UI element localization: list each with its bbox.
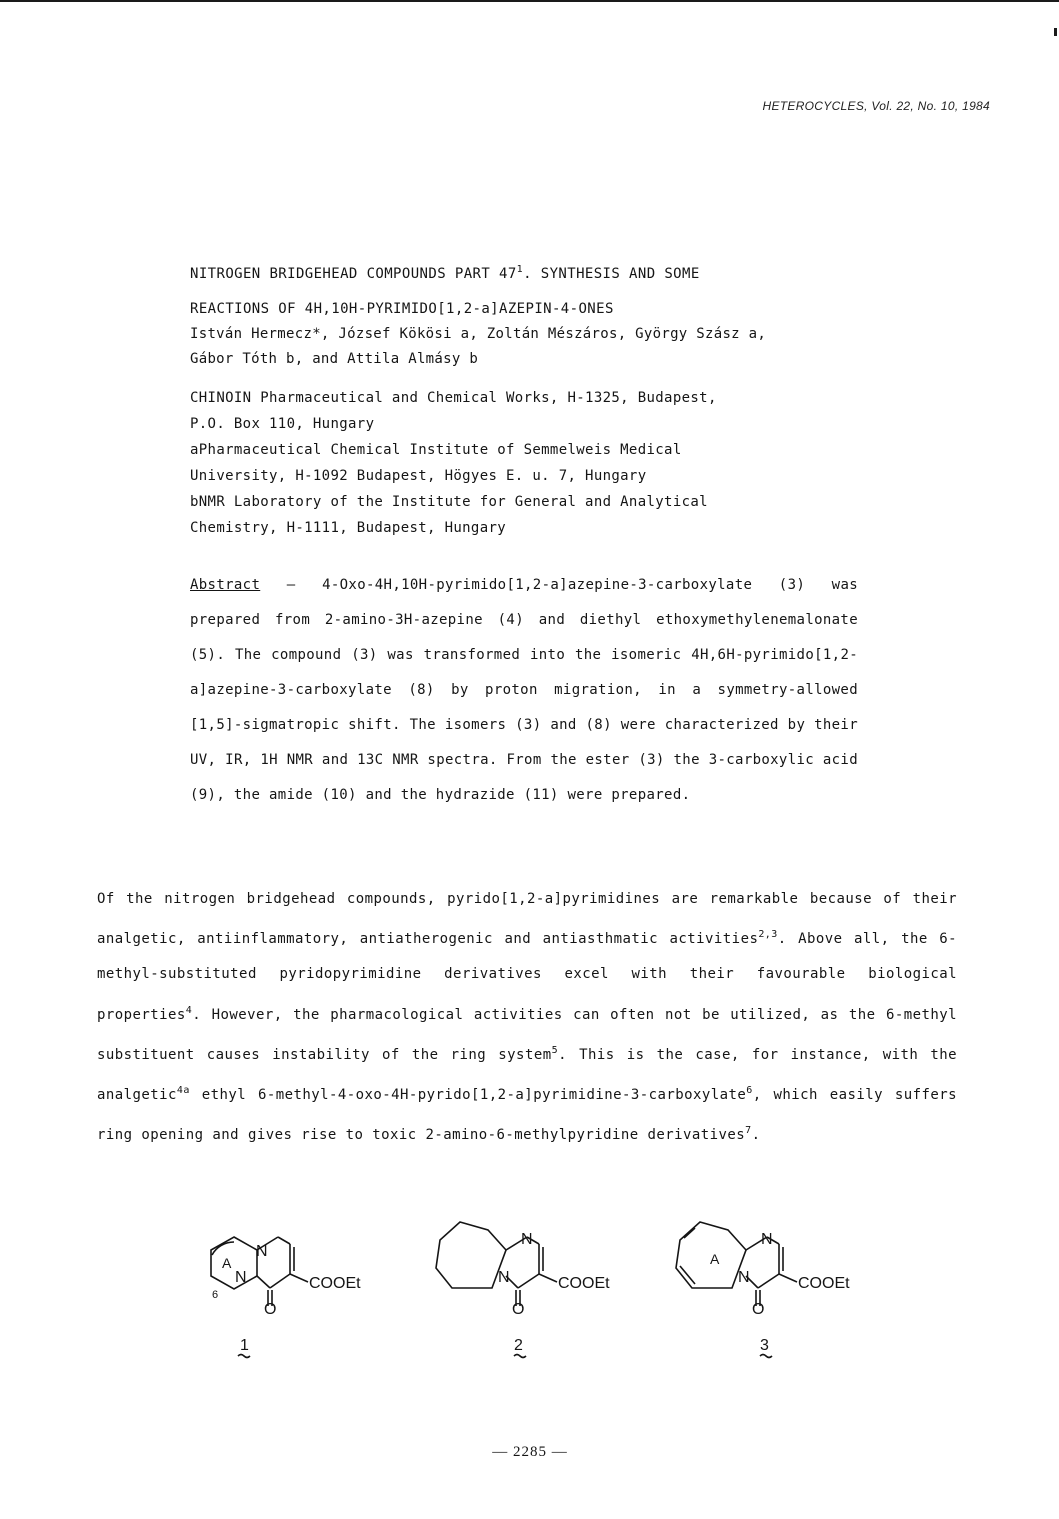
body-text: , which easily suffers ring opening and gives rise to toxic 2-amino-6-methylpyridine derivatives (97, 1087, 957, 1144)
title-line-2: REACTIONS OF 4H,10H-PYRIMIDO[1,2-a]AZEPIN-4-ONES (190, 301, 614, 317)
tilde-mark (760, 1355, 772, 1358)
affiliation-line: University, H-1092 Budapest, Högyes E. u. 7, Hungary (190, 468, 647, 484)
ring-label: A (710, 1251, 720, 1267)
affiliation-line: P.O. Box 110, Hungary (190, 416, 375, 432)
article-title (190, 252, 910, 327)
ring-label: A (222, 1255, 232, 1271)
chemical-structures-figure (150, 1200, 910, 1390)
title-text-end: . SYNTHESIS AND SOME (523, 266, 700, 282)
body-text: . However, the pharmacological activities can often not be utilized, as the 6-methyl substituent causes instability of the ring system (97, 1006, 957, 1063)
compound-number: 1 (240, 1337, 249, 1354)
page-number: — 2285 — (492, 1444, 568, 1460)
top-rule (0, 0, 1059, 2)
ester-label: COOEt (309, 1275, 361, 1292)
position-label: 6 (212, 1289, 219, 1301)
author-list (190, 322, 910, 372)
authors-line-1: István Hermecz*, József Kökösi a, Zoltán Mészáros, György Szász a, (190, 326, 767, 342)
citation-superscript: 4a (176, 1085, 190, 1097)
ester-label: COOEt (798, 1275, 850, 1292)
citation-superscript: 7 (745, 1125, 752, 1137)
atom-n1: N (256, 1243, 268, 1260)
atom-n2: N (738, 1269, 750, 1286)
ester-label: COOEt (558, 1275, 610, 1292)
authors-line-2: Gábor Tóth b, and Attila Almásy b (190, 351, 479, 367)
citation-superscript: 4 (185, 1004, 193, 1016)
body-text: ethyl 6-methyl-4-oxo-4H-pyrido[1,2-a]pyrimidine-3-carboxylate (189, 1087, 747, 1104)
compound-number: 2 (514, 1337, 523, 1354)
structure-2 (436, 1222, 557, 1306)
abstract-text: — 4-Oxo-4H,10H-pyrimido[1,2-a]azepine-3-carboxylate (3) was prepared from 2-amino-3H-azepine (4) and diethyl ethoxymethylenemalonate (5). The compound (3) was transformed into the isomeric 4H,6H-pyrimido[1,2-a]azepine-3-carboxylate (8) by proton migration, in a symmetry-allowed [1,5]-sigmatropic shift. The isomers (3) and (8) were characterized by their UV, IR, 1H NMR and 13C NMR spectra. From the ester (3) the 3-carboxylic acid (9), the amide (10) and the hydrazide (11) were prepared. (190, 577, 858, 803)
journal-citation: HETEROCYCLES, Vol. 22, No. 10, 1984 (762, 99, 990, 113)
body-text: . This is the case, for instance, with the analgetic (97, 1046, 957, 1104)
title-text: NITROGEN BRIDGEHEAD COMPOUNDS PART 47 (190, 266, 517, 282)
compound-number: 3 (760, 1337, 769, 1354)
structure-3 (676, 1222, 797, 1306)
pyridine-ring (211, 1237, 257, 1289)
affiliation-line: Chemistry, H-1111, Budapest, Hungary (190, 520, 507, 536)
azepine-ring-saturated (436, 1222, 506, 1288)
affiliation-line: bNMR Laboratory of the Institute for General and Analytical (190, 494, 708, 510)
atom-n2: N (235, 1269, 247, 1286)
carbonyl-o: O (264, 1301, 277, 1318)
affiliation-line: aPharmaceutical Chemical Institute of Semmelweis Medical (190, 442, 682, 458)
title-line-1 (190, 252, 910, 292)
body-text: . (751, 1127, 761, 1144)
carbonyl-o: O (752, 1301, 765, 1318)
carbonyl-o: O (512, 1301, 525, 1318)
body-text: . Above all, the 6-methyl-substituted pyridopyrimidine derivatives excel with their favourable biological properties (97, 931, 957, 1023)
title-footnote: 1 (516, 264, 524, 275)
abstract (190, 568, 858, 813)
atom-n2: N (498, 1269, 510, 1286)
scan-mark (1054, 28, 1057, 36)
atom-n1: N (521, 1231, 533, 1248)
citation-superscript: 2,3 (758, 929, 778, 941)
abstract-heading: Abstract (190, 577, 261, 593)
structures-svg (150, 1200, 910, 1390)
affiliation-line: CHINOIN Pharmaceutical and Chemical Works, H-1325, Budapest, (190, 390, 717, 406)
citation-superscript: 5 (551, 1044, 559, 1056)
tilde-mark (238, 1355, 250, 1358)
citation-superscript: 6 (746, 1085, 753, 1097)
atom-n1: N (761, 1231, 773, 1248)
body-text: Of the nitrogen bridgehead compounds, pyrido[1,2-a]pyrimidines are remarkable because of their analgetic, antiinflammatory, antiatherogenic and antiasthmatic activities (97, 891, 957, 948)
body-paragraph (97, 882, 957, 1153)
affiliations (190, 385, 910, 541)
tilde-mark (514, 1355, 526, 1358)
